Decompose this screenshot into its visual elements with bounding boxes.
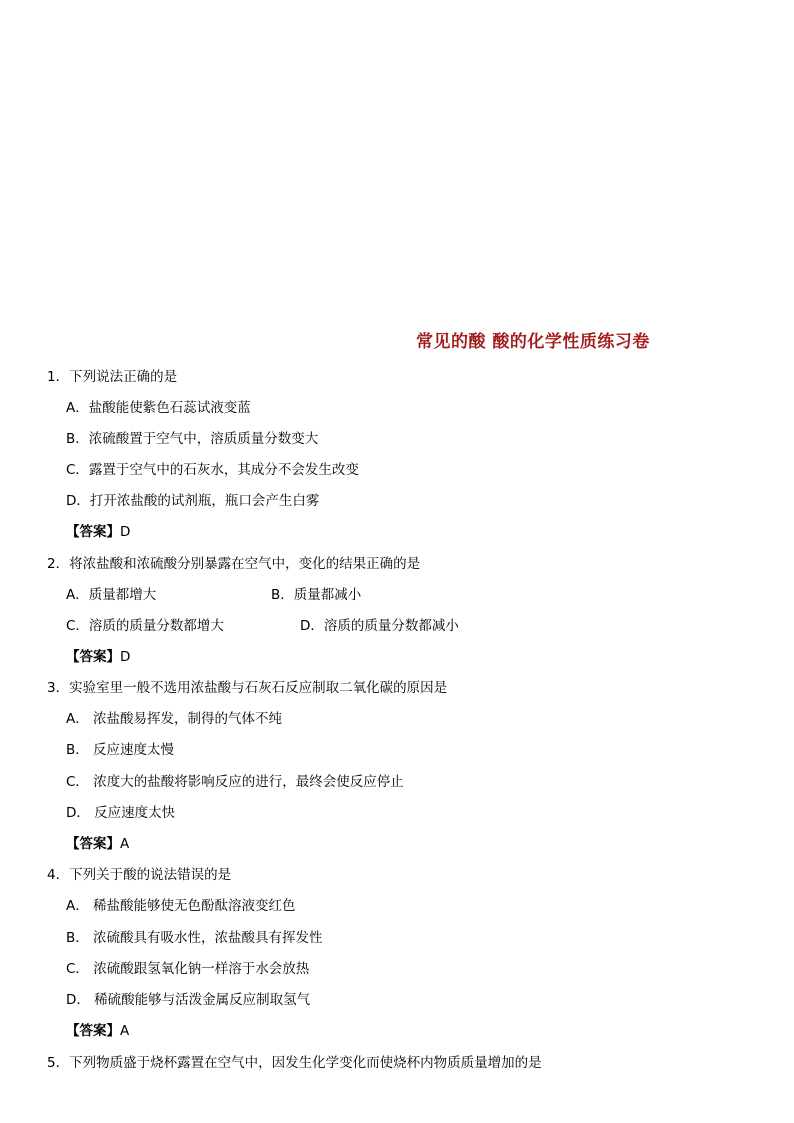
question-2-stem: 2．将浓盐酸和浓硫酸分别暴露在空气中，变化的结果正确的是: [47, 556, 421, 572]
answer-value: D: [120, 649, 131, 665]
page-title: 常见的酸 酸的化学性质练习卷: [416, 332, 650, 352]
question-4-stem: 4．下列关于酸的说法错误的是: [47, 867, 232, 883]
question-1-option-a: A．盐酸能使紫色石蕊试液变蓝: [66, 400, 251, 416]
answer-value: D: [120, 524, 131, 540]
question-3-option-d: D． 反应速度太快: [66, 805, 176, 821]
question-5-stem: 5．下列物质盛于烧杯露置在空气中，因发生化学变化而使烧杯内物质质量增加的是: [47, 1055, 542, 1071]
question-4-answer: [66, 1022, 129, 1040]
question-3-option-a: A． 浓盐酸易挥发，制得的气体不纯: [66, 711, 283, 727]
question-4-option-b: B． 浓硫酸具有吸水性，浓盐酸具有挥发性: [66, 930, 323, 946]
question-1-answer: [66, 523, 130, 541]
question-2-option-b: B．质量都减小: [271, 587, 362, 603]
question-3-option-b: B． 反应速度太慢: [66, 742, 175, 758]
question-2-answer: [66, 648, 130, 666]
answer-label: 【答案】: [66, 1023, 120, 1039]
question-1-option-d: D．打开浓盐酸的试剂瓶，瓶口会产生白雾: [66, 493, 320, 509]
question-4-option-d: D． 稀硫酸能够与活泼金属反应制取氢气: [66, 992, 311, 1008]
answer-value: A: [120, 836, 130, 852]
question-3-stem: 3．实验室里一般不选用浓盐酸与石灰石反应制取二氧化碳的原因是: [47, 680, 448, 696]
answer-label: 【答案】: [66, 649, 120, 665]
question-1-option-b: B．浓硫酸置于空气中，溶质质量分数变大: [66, 431, 319, 447]
answer-value: A: [120, 1023, 130, 1039]
question-4-option-c: C． 浓硫酸跟氢氧化钠一样溶于水会放热: [66, 961, 310, 977]
answer-label: 【答案】: [66, 836, 120, 852]
answer-label: 【答案】: [66, 524, 120, 540]
question-4-option-a: A． 稀盐酸能够使无色酚酞溶液变红色: [66, 898, 296, 914]
question-2-option-d: D．溶质的质量分数都减小: [300, 618, 459, 634]
question-2-option-a: A．质量都增大: [66, 587, 157, 603]
question-1-stem: 1．下列说法正确的是: [47, 369, 178, 385]
question-2-option-c: C．溶质的质量分数都增大: [66, 618, 224, 634]
question-3-answer: [66, 835, 129, 853]
question-1-option-c: C．露置于空气中的石灰水，其成分不会发生改变: [66, 462, 359, 478]
question-3-option-c: C． 浓度大的盐酸将影响反应的进行，最终会使反应停止: [66, 774, 404, 790]
